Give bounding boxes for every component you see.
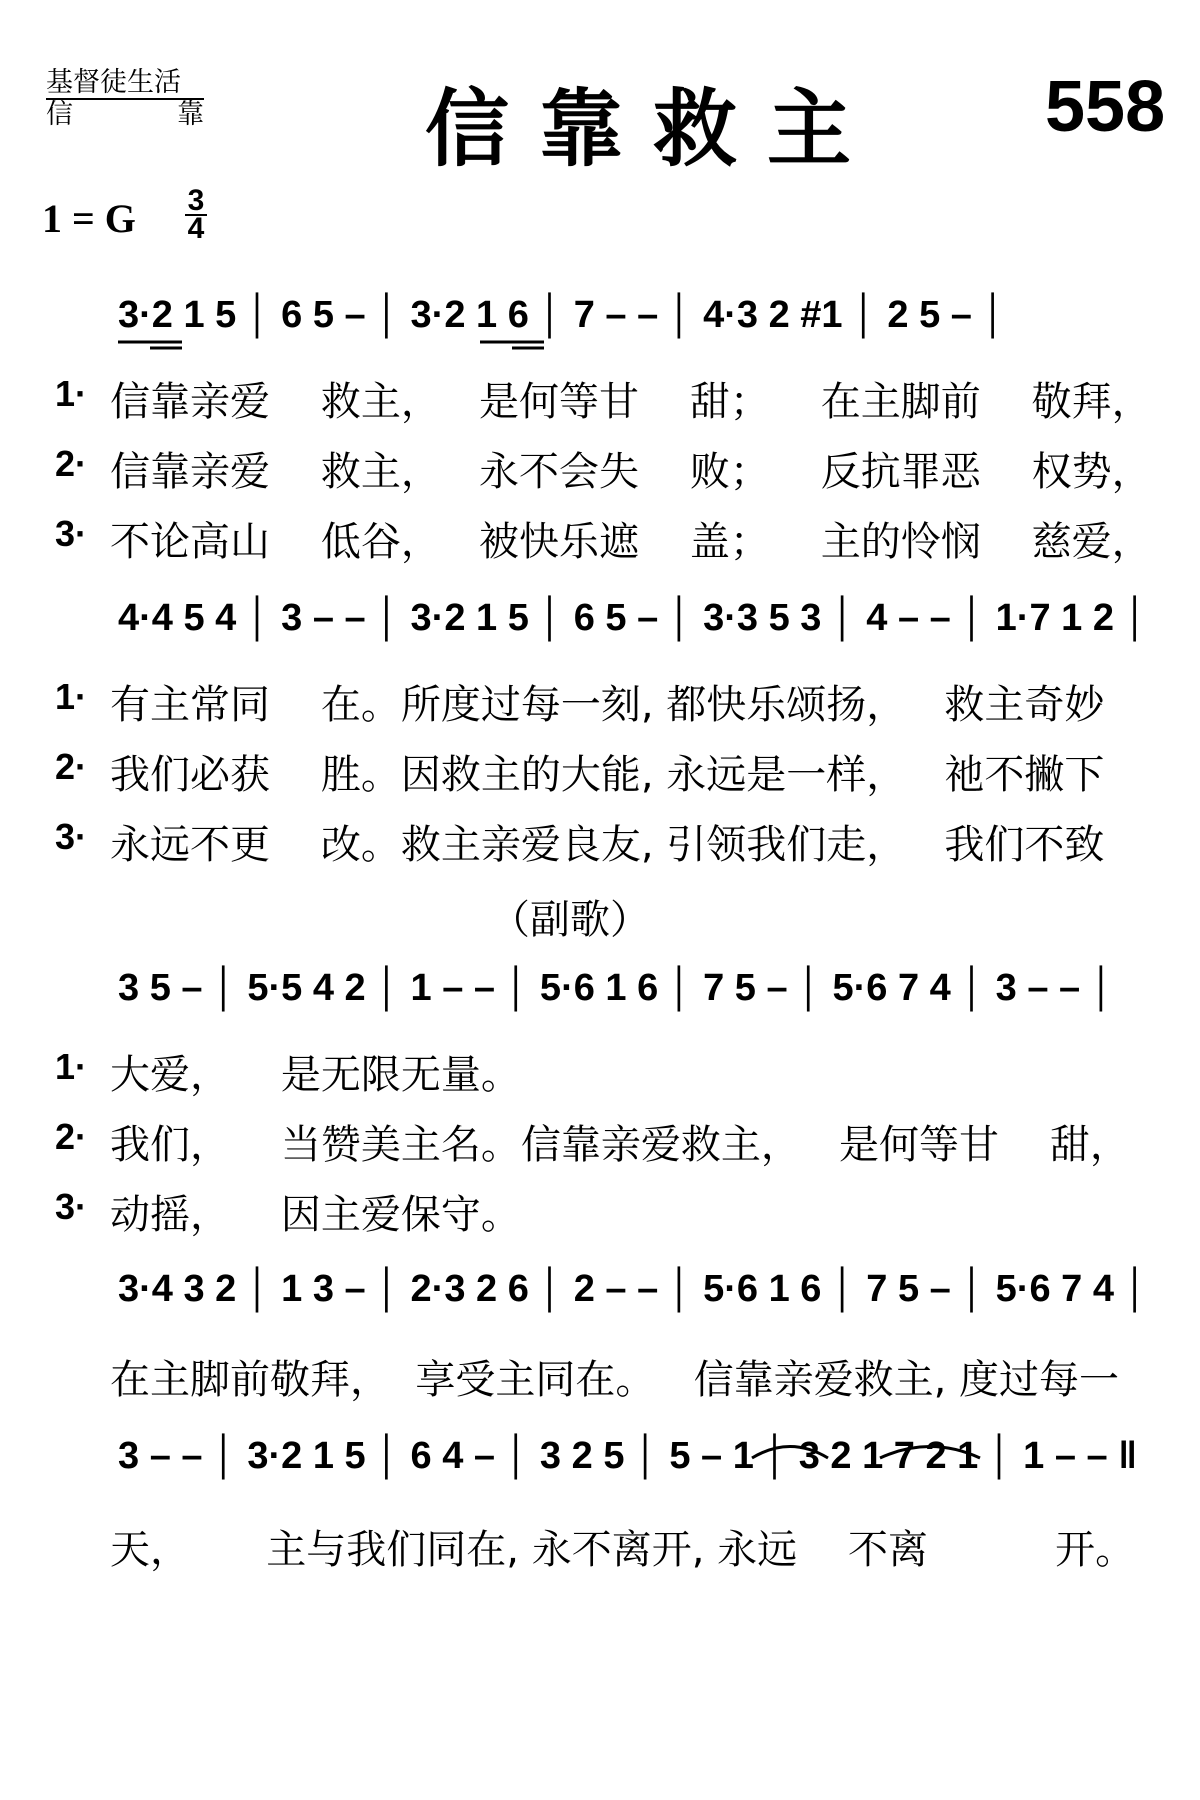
lyric-line: 我们， 当赞美主名。信靠亲爱救主， 是何等甘 甜， xyxy=(110,1122,1130,1168)
lyric-line: 有主常同 在。所度过每一刻, 都快乐颂扬， 救主奇妙 xyxy=(110,682,1105,728)
lyric-line: 大爱， 是无限无量。 xyxy=(110,1052,521,1098)
slur-mark xyxy=(752,1447,828,1459)
verse-number: 3· xyxy=(55,816,88,857)
verse-number: 2· xyxy=(55,1116,88,1157)
lyric-line: 在主脚前敬拜， 享受主同在。 信靠亲爱救主, 度过每一 xyxy=(110,1357,1120,1403)
verse-number: 1· xyxy=(55,676,88,717)
notation-line-1: 3·2 1 5 │ 6 5 – │ 3·2 1 6 │ 7 – – │ 4·3 2 #1 │ 2 5 – │ xyxy=(118,294,1007,336)
verse-number: 2· xyxy=(55,443,88,484)
category-bottom-left: 信 xyxy=(46,99,73,130)
verse-number: 3· xyxy=(55,1186,88,1227)
verse-number: 3· xyxy=(55,513,88,554)
lyric-line: 我们必获 胜。因救主的大能, 永远是一样， 祂不撇下 xyxy=(110,752,1105,798)
time-bottom: 4 xyxy=(187,212,205,245)
notation-line-4: 3·4 3 2 │ 1 3 – │ 2·3 2 6 │ 2 – – │ 5·6 1 6 │ 7 5 – │ 5·6 7 4 │ xyxy=(118,1268,1149,1310)
lyric-line: 永远不更 改。救主亲爱良友, 引领我们走， 我们不致 xyxy=(110,822,1105,868)
category-top: 基督徒生活 xyxy=(46,68,204,100)
notation-line-3: 3 5 – │ 5·5 4 2 │ 1 – – │ 5·6 1 6 │ 7 5 – │ 5·6 7 4 │ 3 – – │ xyxy=(118,967,1115,1009)
lyric-line: 信靠亲爱 救主， 永不会失 败； 反抗罪恶 权势， xyxy=(110,449,1152,495)
key-signature: 1 = G xyxy=(42,196,136,241)
time-top: 3 xyxy=(187,184,205,217)
verse-number: 1· xyxy=(55,1046,88,1087)
hymn-title: 信靠救主 xyxy=(425,79,882,178)
refrain-label: （副歌） xyxy=(490,897,650,943)
verse-number: 2· xyxy=(55,746,88,787)
hymn-number: 558 xyxy=(1045,67,1166,147)
notation-line-2: 4·4 5 4 │ 3 – – │ 3·2 1 5 │ 6 5 – │ 3·3 5 3 │ 4 – – │ 1·7 1 2 │ xyxy=(118,597,1149,639)
lyric-line: 天， 主与我们同在, 永不离开, 永远 不离 开。 xyxy=(110,1527,1136,1573)
notation-line-5: 3 – – │ 3·2 1 5 │ 6 4 – │ 3 2 5 │ 5 – 1 │ 3 2 1 7 2 1 │ 1 – – ‖ xyxy=(118,1435,1138,1477)
lyric-line: 动摇， 因主爱保守。 xyxy=(110,1192,521,1238)
verse-number: 1· xyxy=(55,373,88,414)
slur-mark xyxy=(880,1447,980,1459)
lyric-line: 信靠亲爱 救主， 是何等甘 甜； 在主脚前 敬拜， xyxy=(110,379,1152,425)
lyric-line: 不论高山 低谷， 被快乐遮 盖； 主的怜悯 慈爱， xyxy=(110,519,1152,565)
category-bottom-right: 靠 xyxy=(177,99,204,130)
